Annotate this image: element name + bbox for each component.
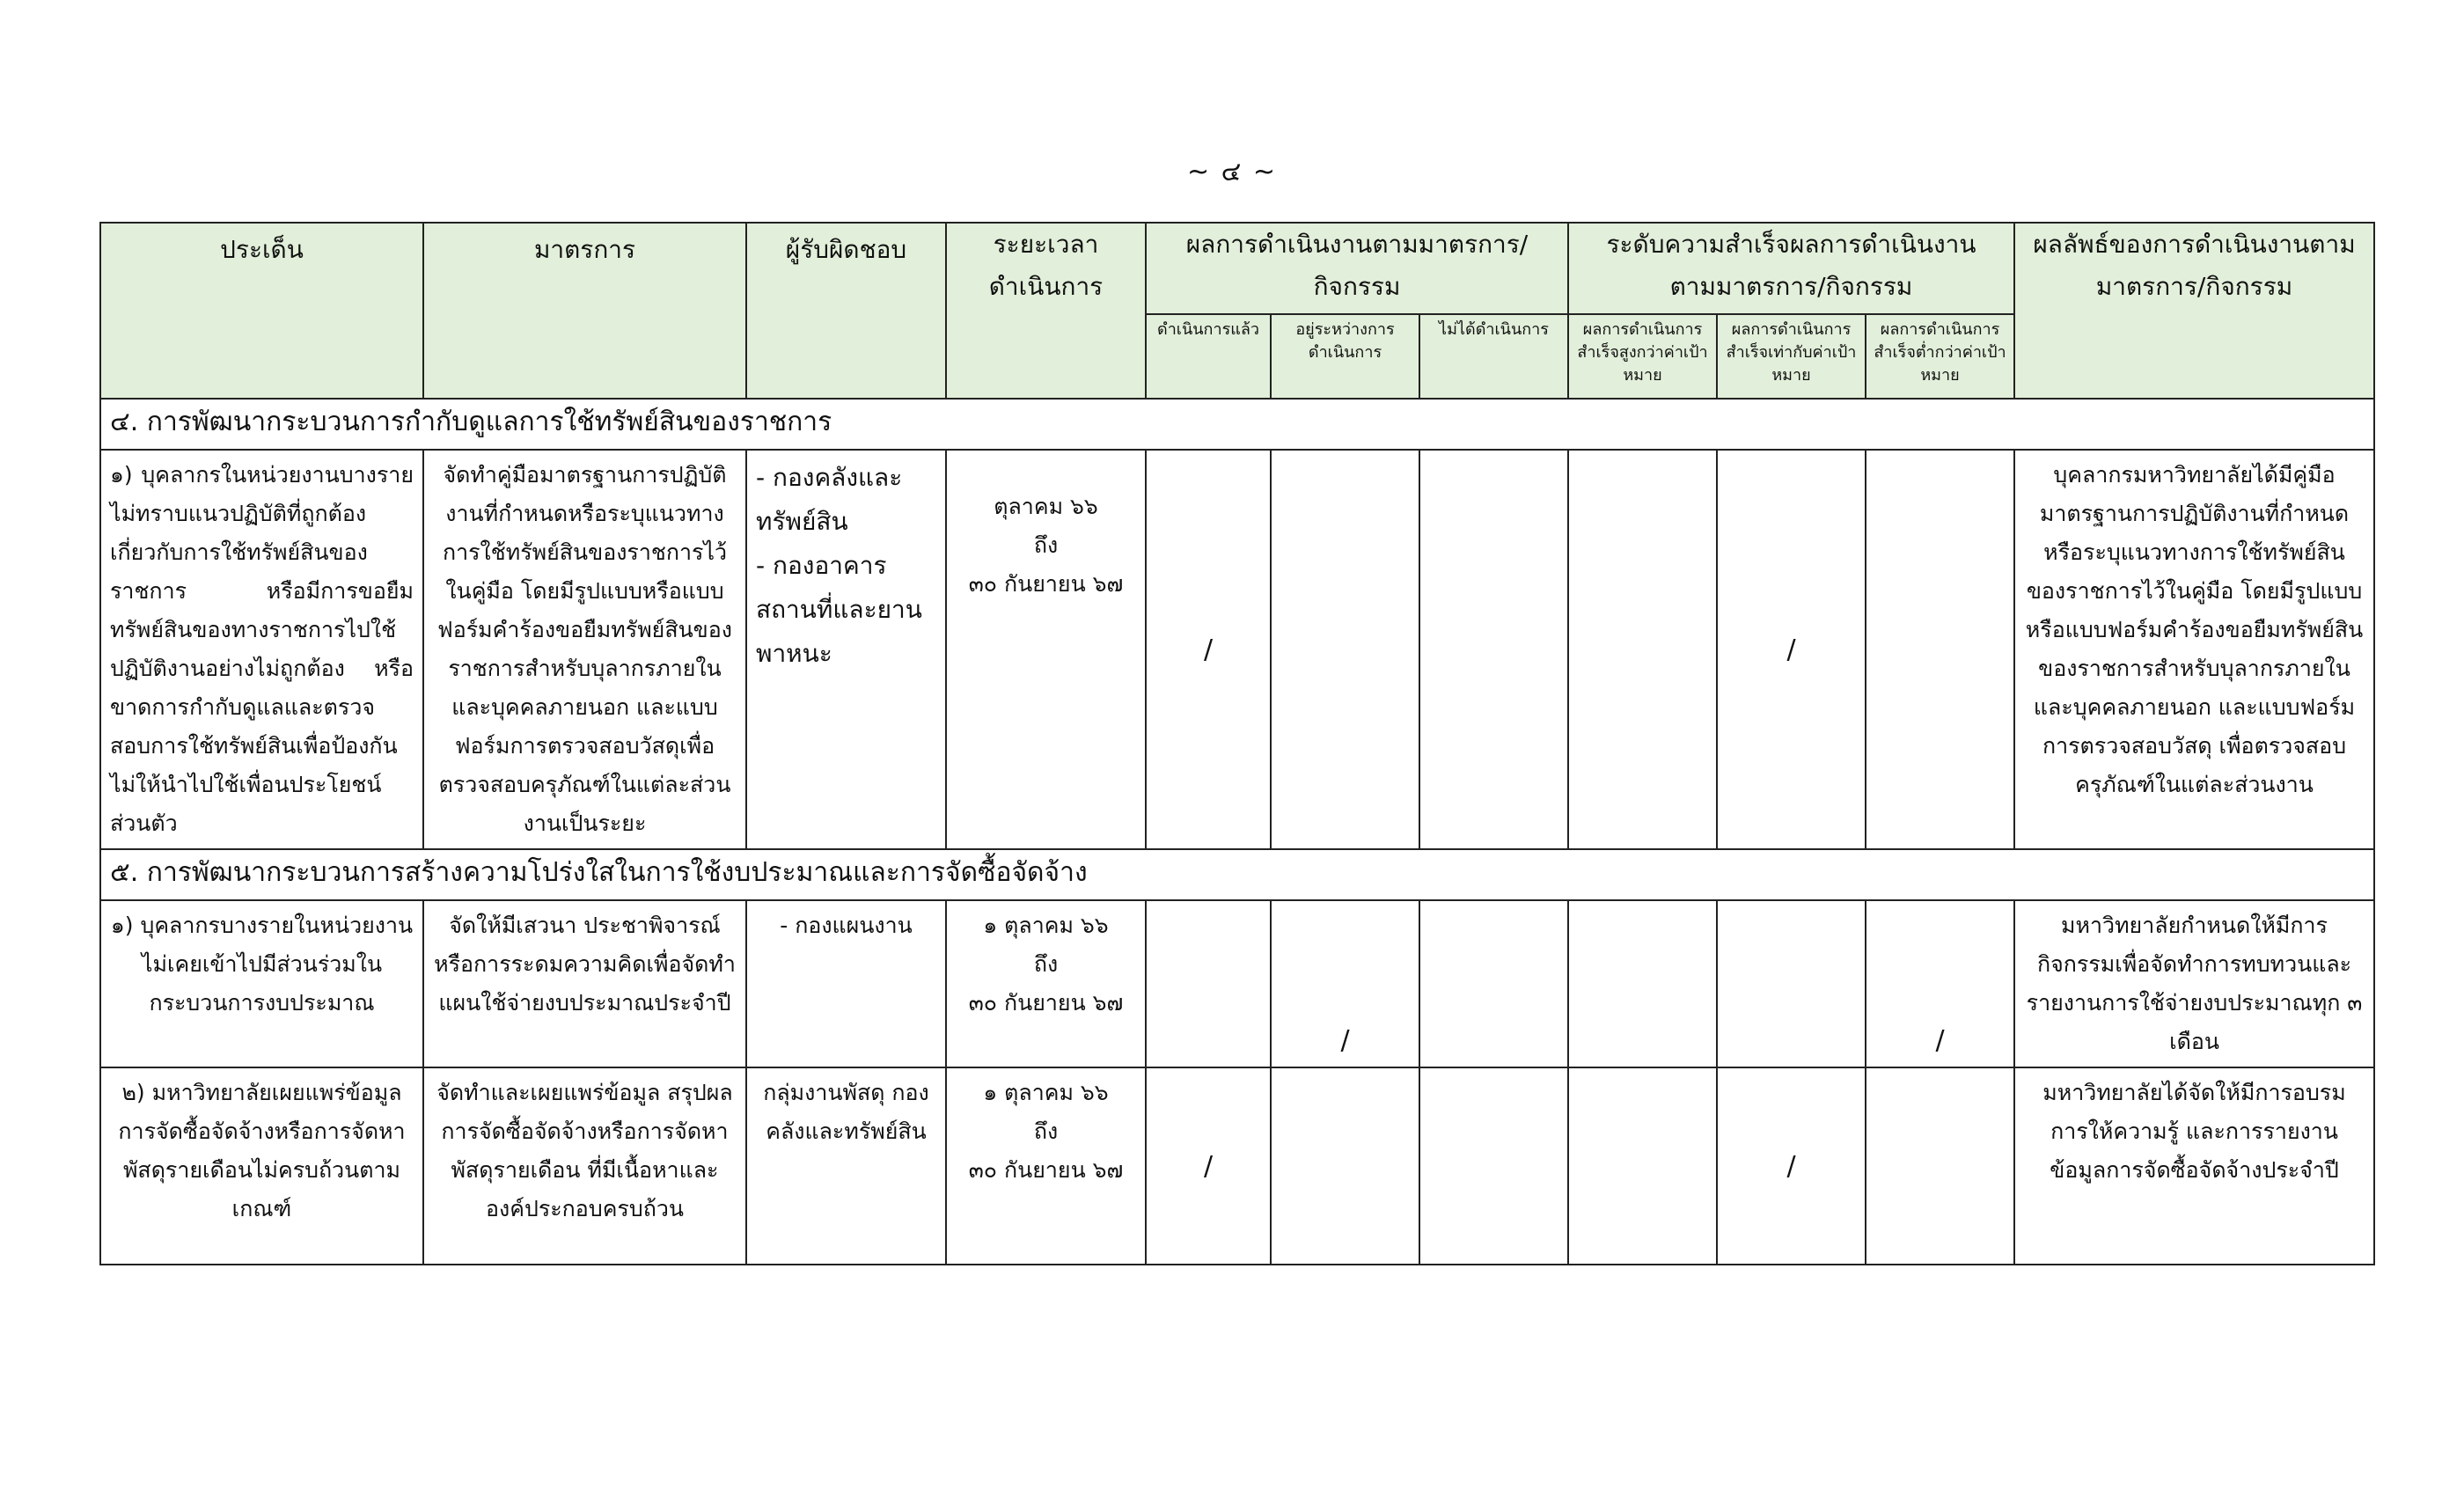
progress-ongoing-mark: [1271, 450, 1419, 849]
header-outcome: ผลลัพธ์ของการดำเนินงานตามมาตรการ/กิจกรรม: [2014, 223, 2374, 399]
page-number: ~ ๔ ~: [1186, 157, 1278, 187]
success-above-mark: [1568, 450, 1717, 849]
header-period: ระยะเวลา ดำเนินการ: [946, 223, 1146, 399]
table-row: [100, 1067, 2374, 1265]
header-progress-done: ดำเนินการแล้ว: [1146, 314, 1271, 399]
success-below-mark: [1866, 450, 2014, 849]
progress-done-mark: /: [1146, 1067, 1271, 1265]
outcome-cell: มหาวิทยาลัยได้จัดให้มีการอบรมการให้ความรู้ และการรายงานข้อมูลการจัดซื้อจัดจ้างประจำปี: [2014, 1067, 2374, 1265]
progress-not-done-mark: [1419, 450, 1568, 849]
success-above-mark: [1568, 900, 1717, 1067]
header-success-group: ระดับความสำเร็จผลการดำเนินงาน ตามมาตรการ/กิจกรรม: [1568, 223, 2014, 314]
outcome-cell: บุคลากรมหาวิทยาลัยได้มีคู่มือมาตรฐานการปฏิบัติงานที่กำหนดหรือระบุแนวทางการใช้ทรัพย์สินของราชการไว้ในคู่มือ โดยมีรูปแบบหรือแบบฟอร์มคำร้องขอยืมทรัพย์สินของราชการสำหรับบุลากรภายใน และบุคคลภายนอก และแบบฟอร์มการตรวจสอบวัสดุ เพื่อตรวจสอบครุภัณฑ์ในแต่ละส่วนงาน: [2014, 450, 2374, 849]
progress-not-done-mark: [1419, 900, 1568, 1067]
header-success-below: ผลการดำเนินการสำเร็จต่ำกว่าค่าเป้าหมาย: [1866, 314, 2014, 399]
measure-cell: จัดทำคู่มือมาตรฐานการปฏิบัติงานที่กำหนดหรือระบุแนวทางการใช้ทรัพย์สินของราชการไว้ในคู่มือ โดยมีรูปแบบหรือแบบฟอร์มคำร้องขอยืมทรัพย์สินของราชการสำหรับบุลากรภายใน และบุคคลภายนอก และแบบฟอร์มการตรวจสอบวัสดุเพื่อตรวจสอบครุภัณฑ์ในแต่ละส่วนงานเป็นระยะ: [423, 450, 746, 849]
table-row: [100, 450, 2374, 849]
success-equal-mark: /: [1717, 450, 1866, 849]
measure-cell: จัดให้มีเสวนา ประชาพิจารณ์ หรือการระดมความคิดเพื่อจัดทำแผนใช้จ่ายงบประมาณประจำปี: [423, 900, 746, 1067]
table-row: [100, 900, 2374, 1067]
header-progress-group: ผลการดำเนินงานตามมาตรการ/กิจกรรม: [1146, 223, 1568, 314]
measure-cell: จัดทำและเผยแพร่ข้อมูล สรุปผลการจัดซื้อจัดจ้างหรือการจัดหาพัสดุรายเดือน ที่มีเนื้อหาและองค์ประกอบครบถ้วน: [423, 1067, 746, 1265]
measures-table: [99, 222, 2375, 1265]
success-below-mark: /: [1866, 900, 2014, 1067]
section-title-5: ๕. การพัฒนากระบวนการสร้างความโปร่งใสในการใช้งบประมาณและการจัดซื้อจัดจ้าง: [100, 849, 2374, 900]
progress-ongoing-mark: /: [1271, 900, 1419, 1067]
header-measure: มาตรการ: [423, 223, 746, 399]
header-progress-not-done: ไม่ได้ดำเนินการ: [1419, 314, 1568, 399]
header-issue: ประเด็น: [100, 223, 423, 399]
progress-done-mark: /: [1146, 450, 1271, 849]
period-cell: ตุลาคม ๖๖ ถึง ๓๐ กันยายน ๖๗: [946, 450, 1146, 849]
outcome-cell: มหาวิทยาลัยกำหนดให้มีการกิจกรรมเพื่อจัดทำการทบทวนและรายงานการใช้จ่ายงบประมาณทุก ๓ เดือน: [2014, 900, 2374, 1067]
issue-cell: ๑) บุคลากรบางรายในหน่วยงานไม่เคยเข้าไปมีส่วนร่วมในกระบวนการงบประมาณ: [100, 900, 423, 1067]
responsible-cell: - กองแผนงาน: [746, 900, 946, 1067]
issue-cell: ๒) มหาวิทยาลัยเผยแพร่ข้อมูลการจัดซื้อจัดจ้างหรือการจัดหาพัสดุรายเดือนไม่ครบถ้วนตามเกณฑ์: [100, 1067, 423, 1265]
period-cell: ๑ ตุลาคม ๖๖ ถึง ๓๐ กันยายน ๖๗: [946, 1067, 1146, 1265]
header-responsible: ผู้รับผิดชอบ: [746, 223, 946, 399]
section-title-4: ๔. การพัฒนากระบวนการกำกับดูแลการใช้ทรัพย์สินของราชการ: [100, 399, 2374, 450]
responsible-cell: - กองคลังและทรัพย์สิน - กองอาคารสถานที่และยานพาหนะ: [746, 450, 946, 849]
progress-not-done-mark: [1419, 1067, 1568, 1265]
header-success-equal: ผลการดำเนินการสำเร็จเท่ากับค่าเป้าหมาย: [1717, 314, 1866, 399]
issue-cell: ๑) บุคลากรในหน่วยงานบางราย ไม่ทราบแนวปฏิบัติที่ถูกต้อง เกี่ยวกับการใช้ทรัพย์สินของราชการ หรือมีการขอยืมทรัพย์สินของทางราชการไปใช้ปฏิบัติงานอย่างไม่ถูกต้อง หรือขาดการกำกับดูแลและตรวจสอบการใช้ทรัพย์สินเพื่อป้องกันไม่ให้นำไปใช้เพื่อนประโยชน์ส่วนตัว: [100, 450, 423, 849]
success-above-mark: [1568, 1067, 1717, 1265]
header-success-above: ผลการดำเนินการสำเร็จสูงกว่าค่าเป้าหมาย: [1568, 314, 1717, 399]
progress-ongoing-mark: [1271, 1067, 1419, 1265]
success-below-mark: [1866, 1067, 2014, 1265]
success-equal-mark: [1717, 900, 1866, 1067]
success-equal-mark: /: [1717, 1067, 1866, 1265]
progress-done-mark: [1146, 900, 1271, 1067]
responsible-cell: กลุ่มงานพัสดุ กองคลังและทรัพย์สิน: [746, 1067, 946, 1265]
header-progress-ongoing: อยู่ระหว่างการดำเนินการ: [1271, 314, 1419, 399]
period-cell: ๑ ตุลาคม ๖๖ ถึง ๓๐ กันยายน ๖๗: [946, 900, 1146, 1067]
